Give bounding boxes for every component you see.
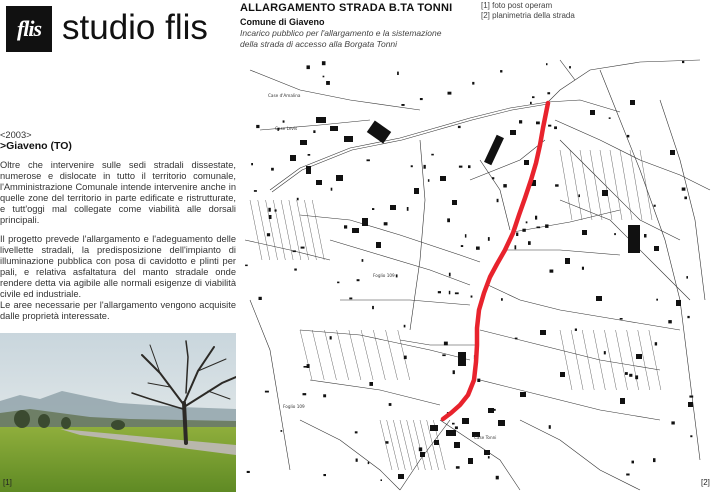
project-year: <2003> <box>0 130 32 140</box>
description-paragraph-1: Oltre che intervenire sulle sedi stradali dissestate, numerose e dislocate in tutto il territorio comunale, l'Amministrazione Comunale intende intervenire anche in quelle zone del territorio in parte edificate e ristrutturate, e tutt'oggi mal collegate come viabilità alle dorsali principali. <box>0 160 236 225</box>
label-case-damalina: Case d'Amalina <box>268 93 301 98</box>
studio-logo[interactable] <box>0 0 235 60</box>
project-description: Incarico pubblico per l'allargamento e la sistemazione della strada di accesso alla Borgata Tonni <box>240 28 442 49</box>
flis-logo-mark: flis <box>6 6 52 52</box>
road-plan-map[interactable] <box>236 52 715 492</box>
label-foglio-109-a: Foglio 109 <box>373 273 395 278</box>
image-links <box>481 1 575 21</box>
landscape-photo <box>0 333 236 492</box>
label-case-levis: Case Levis <box>275 126 298 131</box>
project-location: >Giaveno (TO) <box>0 140 72 152</box>
project-header <box>240 2 460 50</box>
project-municipality: Comune di Giaveno <box>240 17 325 27</box>
project-text <box>0 130 236 330</box>
post-operam-photo[interactable] <box>0 333 236 492</box>
description-paragraph-2: Il progetto prevede l'allargamento e l'adeguamento delle livellette stradali, la predisposizione dell'impianto di illuminazione pubblica con posa di cavidotto e plinti per pali, e relativa asfaltatura del manto stradale onde rendere detta via agibile alle normali esigenze di viabilità civile ed industriale. <box>0 234 236 299</box>
label-case-tonni: Case Tonni <box>474 435 497 440</box>
project-title: ALLARGAMENTO STRADA B.TA TONNI <box>240 2 453 14</box>
link-road-plan[interactable]: [2] planimetria della strada <box>481 11 575 20</box>
link-photo-post-operam[interactable]: [1] foto post operam <box>481 1 553 10</box>
map-number: [2] <box>701 478 710 487</box>
studio-name: studio flis <box>62 8 208 47</box>
description-paragraph-3: Le aree necessarie per l'allargamento vengono acquisite dalle proprietà interessate. <box>0 300 236 321</box>
cadastral-map <box>236 52 715 492</box>
label-foglio-109-b: Foglio 109 <box>283 404 305 409</box>
photo-number: [1] <box>3 478 12 487</box>
